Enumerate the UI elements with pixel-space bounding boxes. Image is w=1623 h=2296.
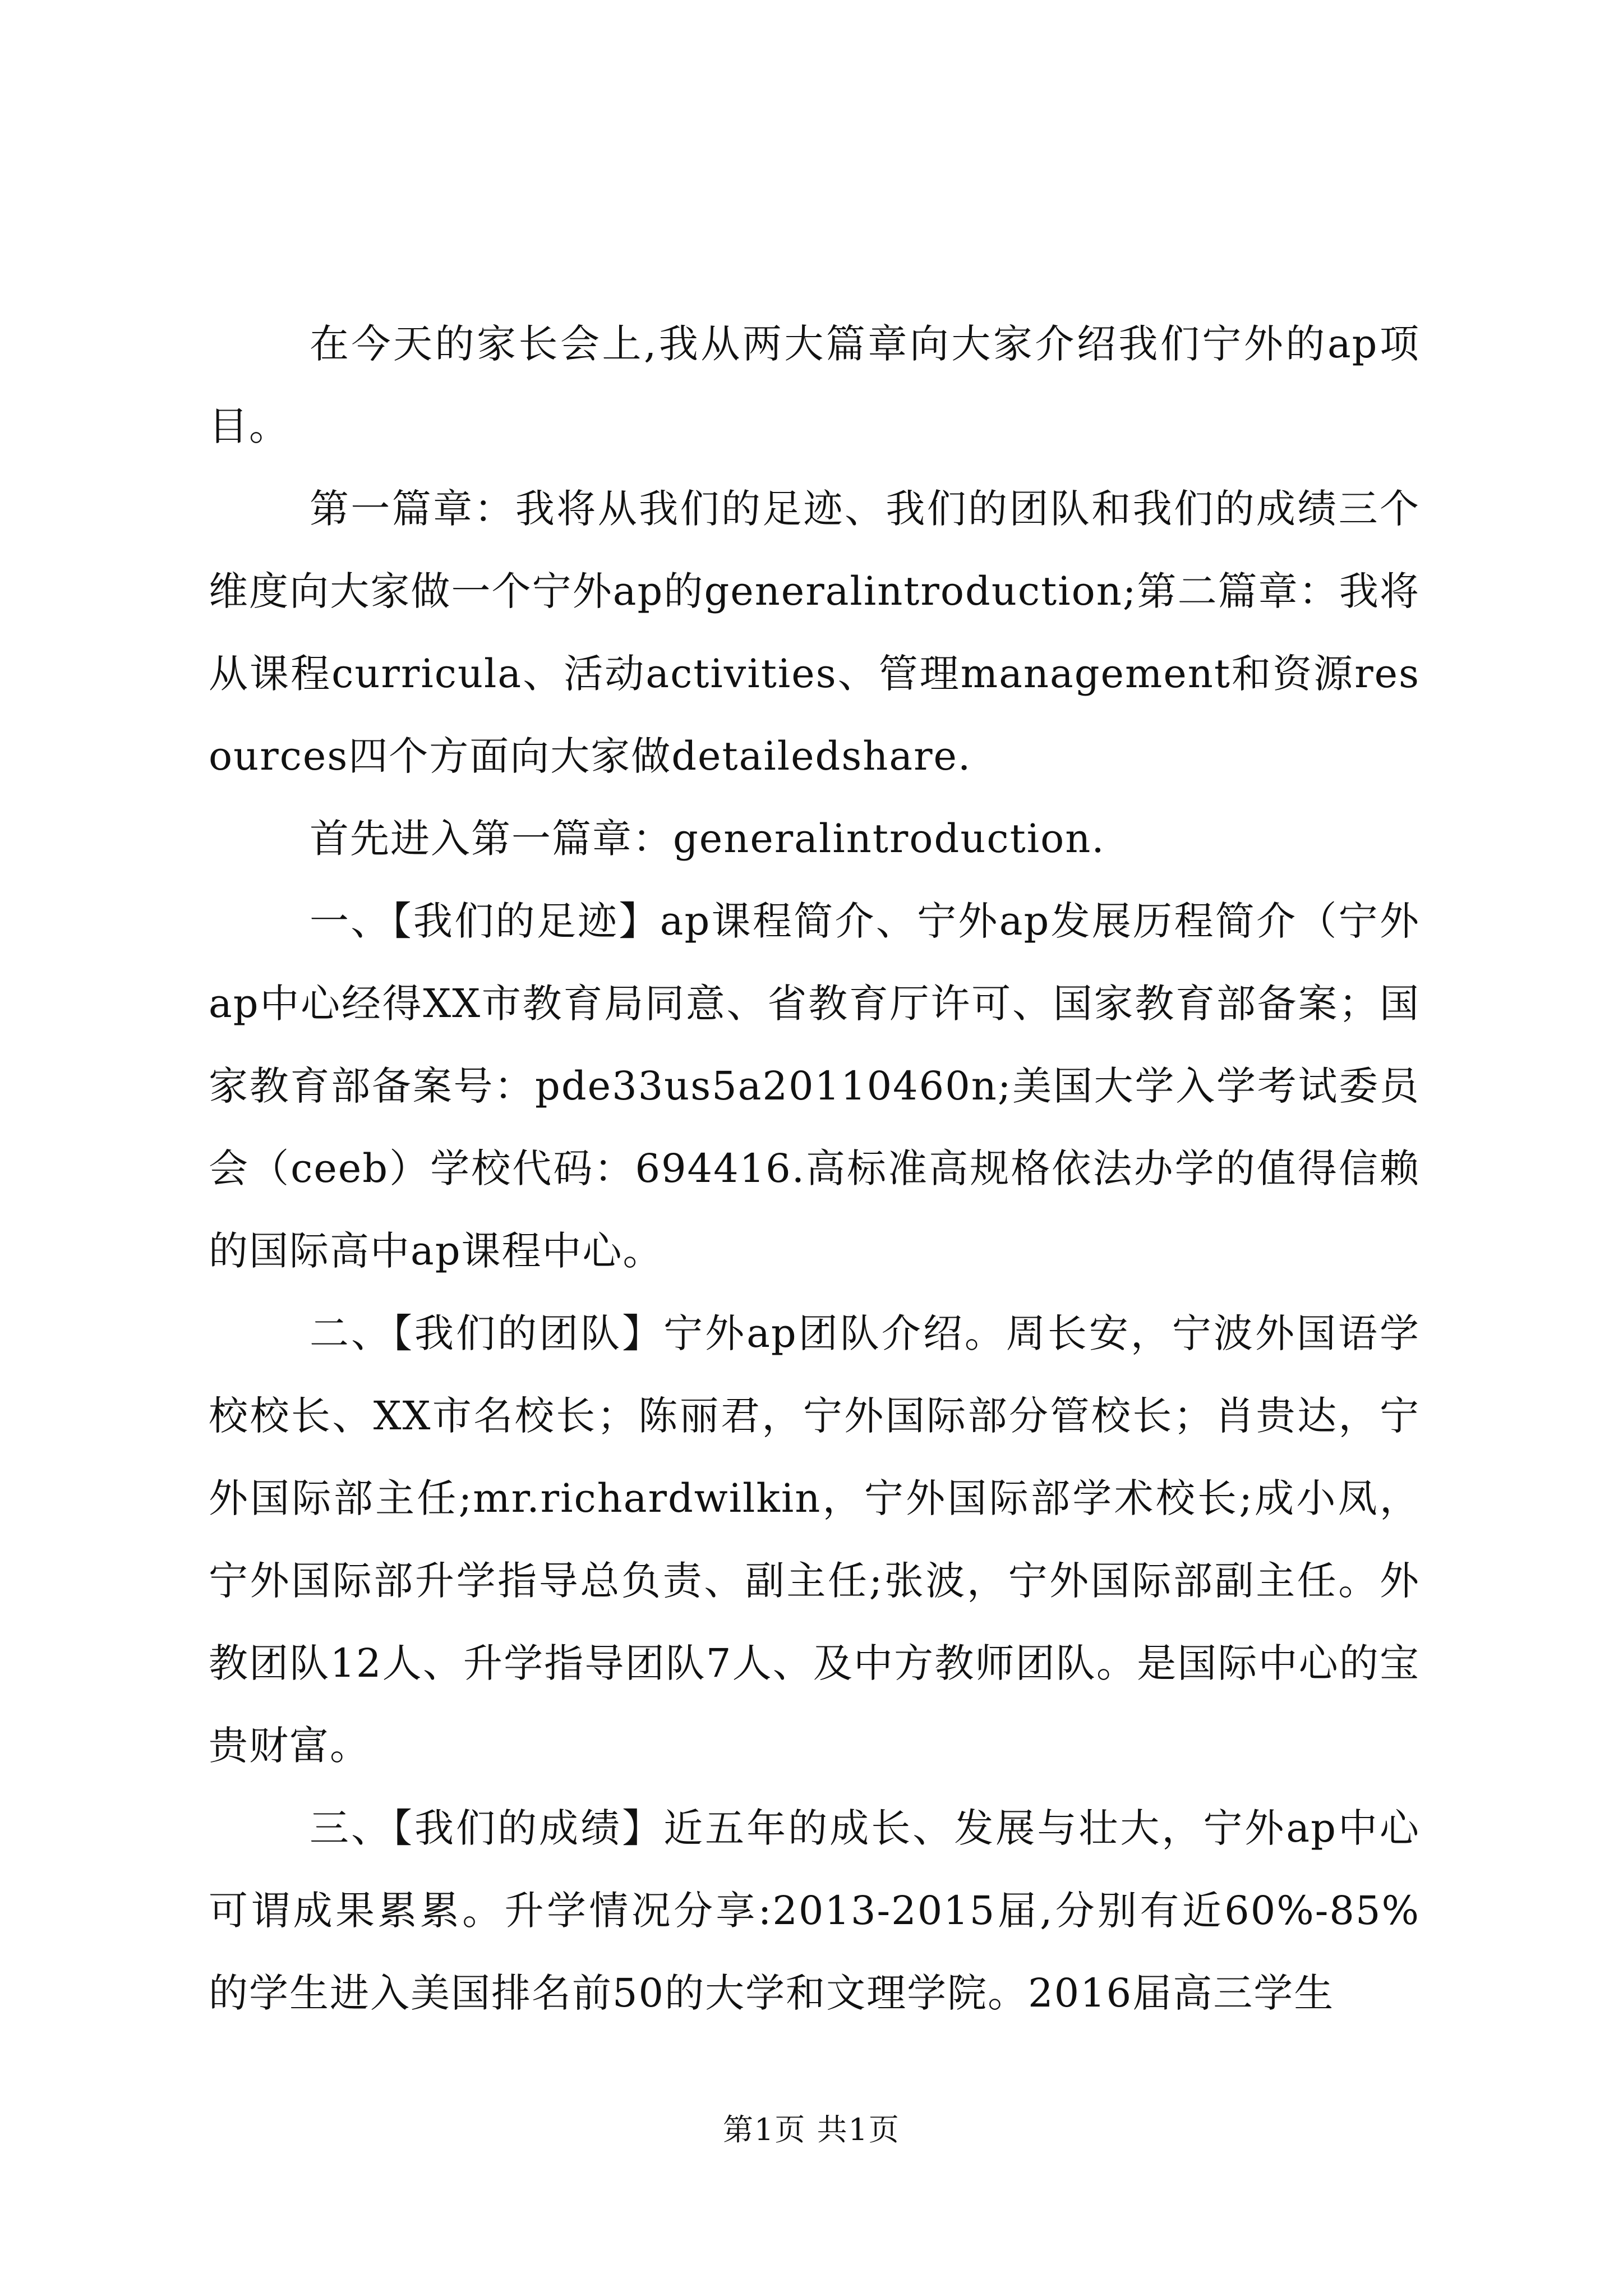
paragraph-our-achievements: 三、【我们的成绩】近五年的成长、发展与壮大，宁外ap中心可谓成果累累。升学情况分享:2013-2015届,分别有近60%-85%的学生进入美国排名前50的大学和文理学院。2016届高三学生	[209, 1805, 1420, 2016]
paragraph-our-team: 二、【我们的团队】宁外ap团队介绍。周长安，宁波外国语学校校长、XX市名校长；陈丽君，宁外国际部分管校长；肖贵达，宁外国际部主任;mr.richardwilkin，宁外国际部学术校长;成小凤，宁外国际部升学指导总负责、副主任;张波，宁外国际部副主任。外教团队12人、升学指导团队7人、及中方教师团队。是国际中心的宝贵财富。	[209, 1310, 1420, 1769]
paragraph-chapter-one-start: 首先进入第一篇章：generalintroduction.	[310, 816, 1105, 862]
paragraph-our-footprints: 一、【我们的足迹】ap课程简介、宁外ap发展历程简介（宁外ap中心经得XX市教育局同意、省教育厅许可、国家教育部备案；国家教育部备案号：pde33us5a20110460n;美国大学入学考试委员会（ceeb）学校代码：694416.高标准高规格依法办学的值得信赖的国际高中ap课程中心。	[209, 898, 1420, 1274]
document-body	[209, 303, 1420, 2035]
page-footer: 第1页 共1页	[723, 2112, 900, 2147]
paragraph-intro: 在今天的家长会上,我从两大篇章向大家介绍我们宁外的ap项目。	[209, 321, 1420, 449]
paragraph-chapters-overview: 第一篇章：我将从我们的足迹、我们的团队和我们的成绩三个维度向大家做一个宁外ap的generalintroduction;第二篇章：我将从课程curricula、活动activities、管理management和资源resources四个方面向大家做detailedshare.	[209, 486, 1420, 779]
